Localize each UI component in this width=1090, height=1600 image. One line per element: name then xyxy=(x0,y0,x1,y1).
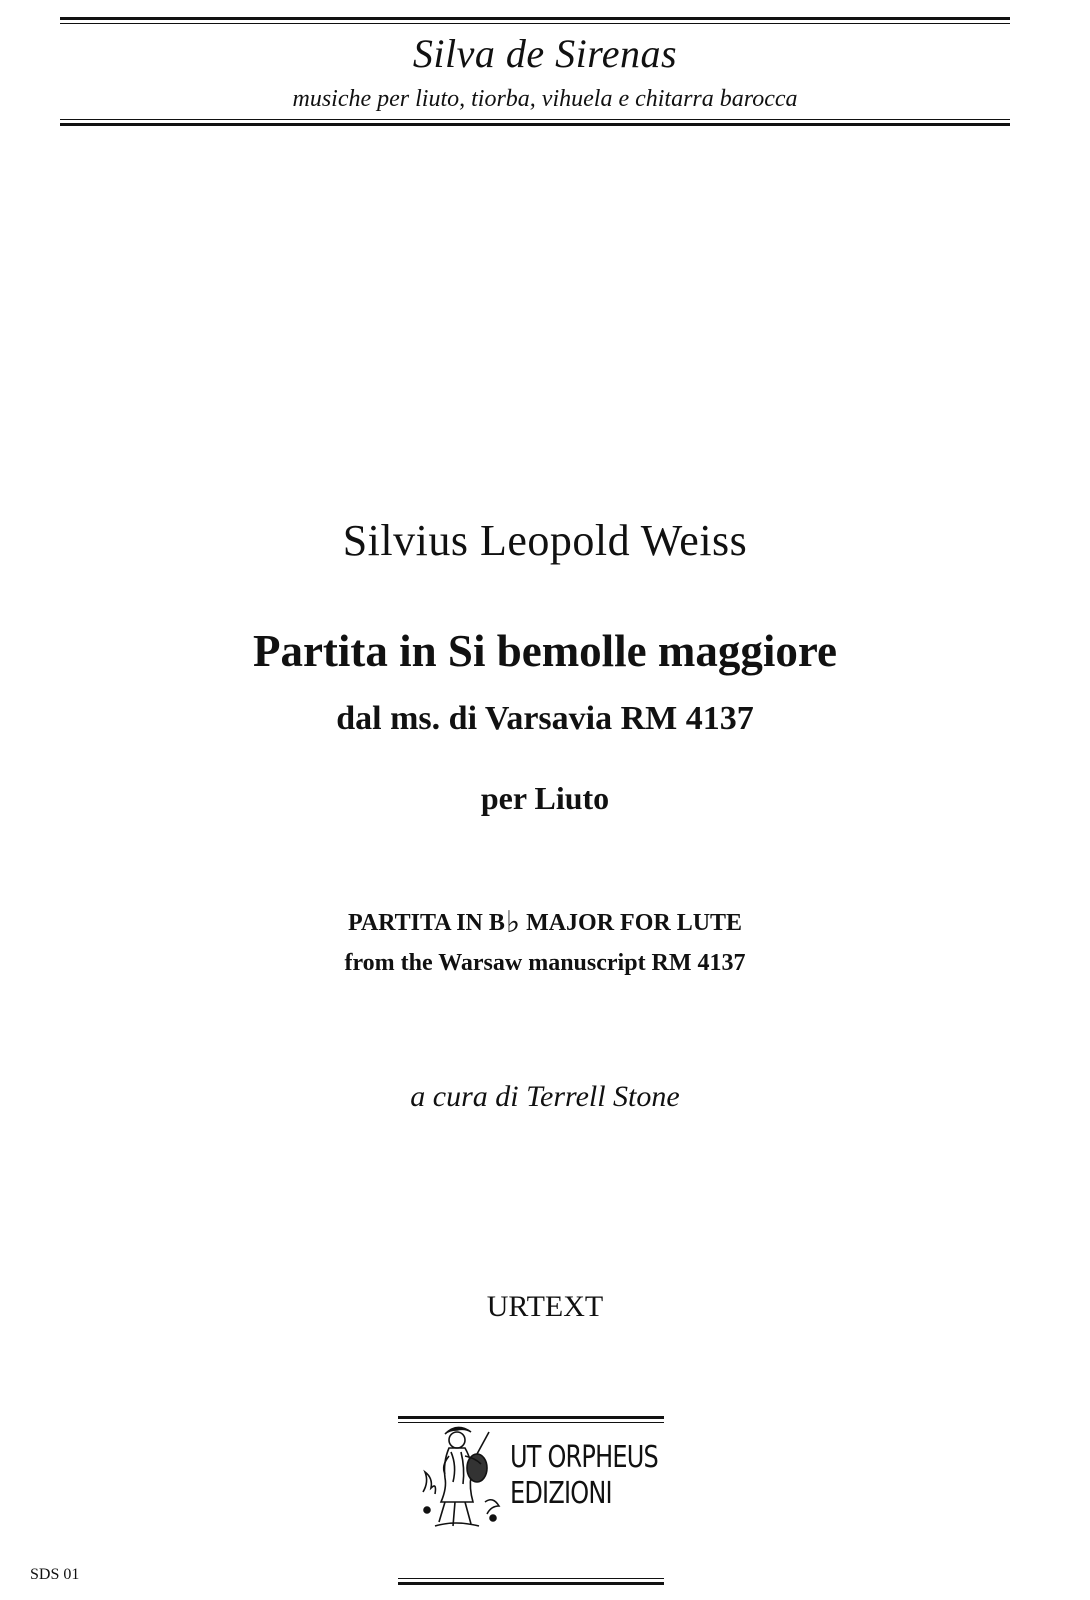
editor-credit: a cura di Terrell Stone xyxy=(410,1080,680,1113)
header-bottom-rule-thin xyxy=(60,119,1010,120)
publisher-line-1: UT ORPHEUS xyxy=(510,1440,658,1475)
logo-bottom-rule-thick xyxy=(398,1582,664,1585)
flat-sign: ♭ xyxy=(505,906,521,939)
english-title xyxy=(0,906,1090,939)
english-title-prefix: PARTITA IN B xyxy=(347,910,505,936)
english-source: from the Warsaw manuscript RM 4137 xyxy=(344,950,746,976)
work-title: Partita in Si bemolle maggiore xyxy=(252,626,838,676)
english-title-suffix: MAJOR FOR LUTE xyxy=(520,910,743,936)
catalog-number: SDS 01 xyxy=(30,1566,80,1583)
instrument: per Liuto xyxy=(480,780,610,816)
series-subtitle: musiche per liuto, tiorba, vihuela e chitarra barocca xyxy=(292,86,798,112)
header-bottom-rule-thick xyxy=(60,123,1010,126)
source-italian: dal ms. di Varsavia RM 4137 xyxy=(336,700,754,737)
header-top-rule-thin xyxy=(60,23,1010,24)
logo-bottom-rule-thin xyxy=(398,1578,664,1579)
series-title: Silva de Sirenas xyxy=(412,31,678,76)
header-top-rule-thick xyxy=(60,17,1010,20)
publisher-line-2: EDIZIONI xyxy=(510,1476,612,1511)
logo-top-rule-thick xyxy=(398,1416,664,1419)
orpheus-figure-icon xyxy=(415,1422,505,1532)
composer-name: Silvius Leopold Weiss xyxy=(342,516,748,565)
publisher-logo-text xyxy=(510,1440,658,1512)
edition-type: URTEXT xyxy=(486,1290,604,1323)
